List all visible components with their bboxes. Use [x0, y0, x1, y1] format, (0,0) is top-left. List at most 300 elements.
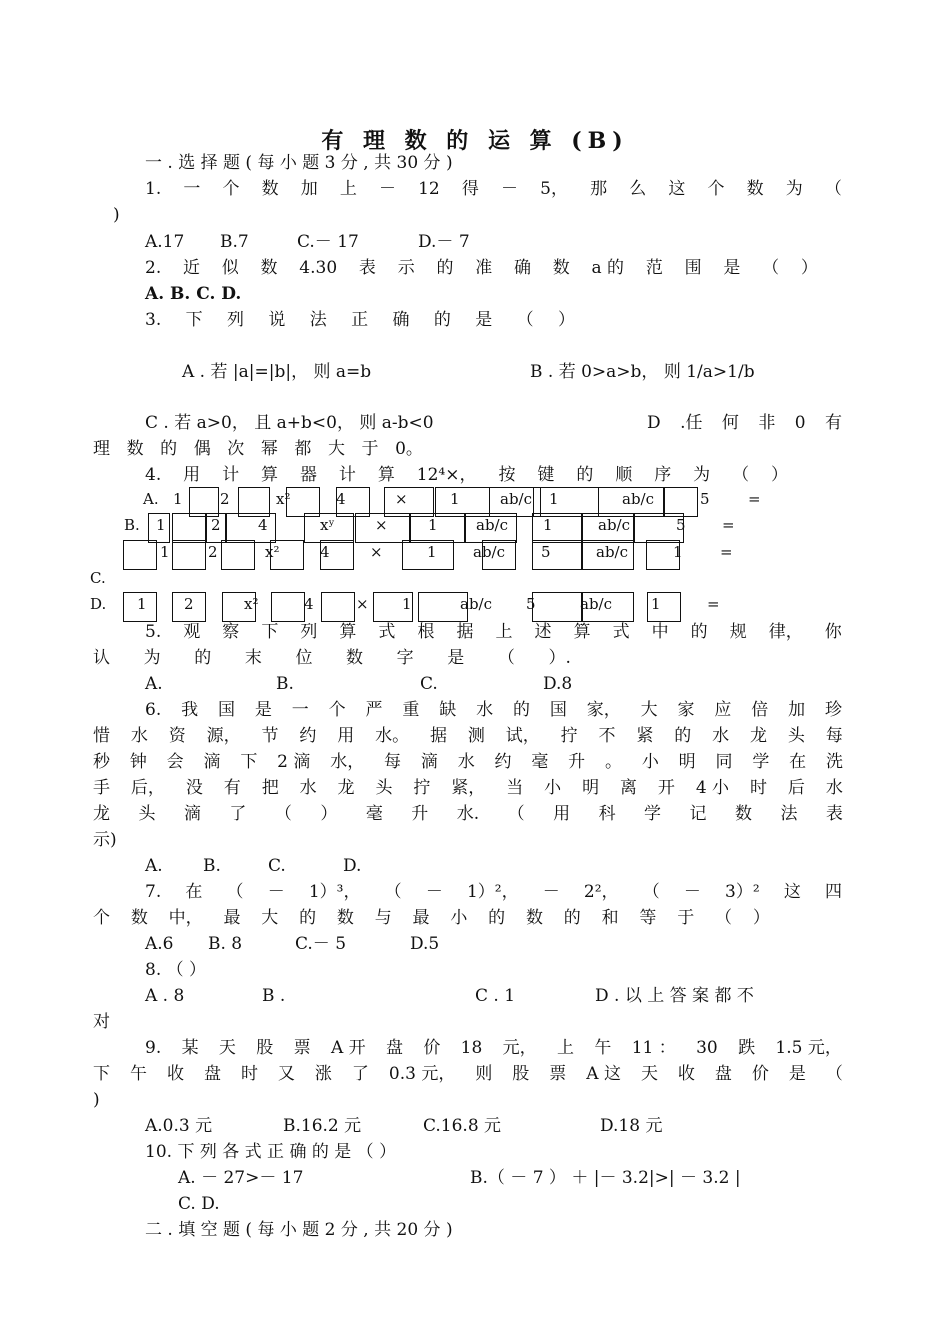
text-token: 准 [475, 258, 493, 278]
key-label: = [722, 516, 735, 534]
text-token: 龙 [337, 778, 355, 798]
text-token: 和 [601, 908, 619, 928]
text-token: 据 [430, 726, 447, 746]
text-token: 位 [295, 648, 313, 668]
text-token: 算 [339, 622, 357, 642]
key-label: × [370, 543, 383, 561]
calculator-key [373, 592, 413, 622]
text-token: 是 [254, 700, 272, 720]
text-token: .任 [680, 413, 703, 433]
text-token: 偶 [193, 439, 211, 459]
calculator-key [320, 540, 354, 570]
text-token: 天 [640, 1064, 658, 1084]
key-label: 4 [336, 490, 346, 508]
text-token: 把 [261, 778, 279, 798]
text-token: 升 [411, 804, 429, 824]
text-token: （ [732, 465, 750, 485]
text-token: 重 [402, 700, 420, 720]
text-token: 法 [780, 804, 798, 824]
answer-option: A. [145, 674, 163, 694]
text-token: 示 [397, 258, 415, 278]
text-token: 得 [461, 179, 479, 199]
text-token: 30 [696, 1038, 718, 1058]
question-3-option-c: C . 若 a>0， 且 a+b<0， 则 a-b<0 [145, 413, 434, 433]
text-token: 的 [194, 648, 212, 668]
text-token: 个 [93, 908, 110, 928]
question-3-option-a: A . 若 |a|=|b|， 则 a=b [182, 362, 372, 382]
text-token: 规 [729, 622, 747, 642]
text-token: （ [715, 908, 732, 928]
text-token: 数 [336, 908, 354, 928]
text-token: 是 [788, 1064, 806, 1084]
text-token: 非 [758, 413, 776, 433]
text-token: 每 [825, 726, 843, 746]
answer-option: D . 以 上 答 案 都 不 [595, 986, 754, 1006]
calculator-key [172, 513, 206, 543]
key-label: ab/c [596, 543, 628, 561]
text-token: 正 [351, 310, 369, 330]
text-token: 都 [294, 439, 312, 459]
text-token: 式 [378, 622, 396, 642]
key-label: 1 [428, 516, 438, 534]
key-label: 1 [549, 490, 559, 508]
text-token: 观 [183, 622, 201, 642]
answer-option: C . 1 [475, 986, 516, 1006]
text-token: 试， [505, 726, 540, 746]
text-token: 7. [145, 882, 162, 902]
key-label: = [707, 595, 720, 613]
text-token: 个 [222, 179, 240, 199]
text-token: 午 [129, 1064, 147, 1084]
text-token: 算 [573, 622, 591, 642]
text-token: 上 [339, 179, 357, 199]
question-1-end: ) [113, 205, 120, 225]
text-token: 龙 [750, 726, 767, 746]
text-token: 手 [93, 778, 110, 798]
calculator-key [418, 592, 468, 622]
text-token: 源， [206, 726, 241, 746]
text-token: 水 [712, 726, 730, 746]
text-token: 我 [181, 700, 199, 720]
text-token: 天 [218, 1038, 236, 1058]
text-token: A 开 [330, 1038, 366, 1058]
text-token: 表 [825, 804, 843, 824]
text-token: 的 [674, 726, 692, 746]
text-token: － [425, 882, 443, 902]
text-token: 序 [654, 465, 672, 485]
calculator-key [532, 540, 582, 570]
text-token: － [378, 179, 396, 199]
question-10-option-a: A. － 27>－ 17 [178, 1168, 304, 1188]
question-5-cont [93, 647, 571, 669]
text-token: ） [557, 310, 575, 330]
calculator-key [222, 592, 259, 622]
question-9-end: ) [93, 1090, 100, 1110]
text-token: 数 [525, 908, 543, 928]
text-token: 倍 [751, 700, 769, 720]
text-token: 6. [145, 700, 162, 720]
text-token: 应 [714, 700, 732, 720]
answer-option: C. [268, 856, 286, 876]
text-token: 为 [785, 179, 803, 199]
text-token: 察 [222, 622, 240, 642]
key-label: ab/c [460, 595, 492, 613]
text-token: 没 [185, 778, 203, 798]
text-token: 后， [130, 778, 165, 798]
text-token: 。 [605, 752, 622, 772]
text-token: 1.5 元， [775, 1038, 842, 1058]
text-token: 离 [619, 778, 637, 798]
text-token: 龙 [93, 804, 110, 824]
text-token: 数 [746, 179, 764, 199]
text-token: 计 [222, 465, 240, 485]
text-token: 节 [261, 726, 279, 746]
question-5 [145, 621, 842, 643]
text-token: 近 [183, 258, 200, 278]
text-token: ）. [548, 648, 571, 668]
text-token: 一 [291, 700, 309, 720]
page-title: 有 理 数 的 运 算 (B) [321, 128, 629, 154]
text-token: 你 [824, 622, 842, 642]
text-token: 1）³， [308, 882, 361, 902]
text-token: 12⁴×， [416, 465, 477, 485]
text-token: 家 [677, 700, 695, 720]
text-token: 计 [338, 465, 356, 485]
text-token: 元， [502, 1038, 537, 1058]
text-token: 科 [598, 804, 616, 824]
question-2-options: A. B. C. D. [145, 284, 242, 304]
text-token: 钟 [129, 752, 147, 772]
text-token: 大 [640, 700, 658, 720]
text-token: － [542, 882, 560, 902]
text-token: － [683, 882, 701, 902]
calculator-key [582, 592, 634, 622]
question-6-line [93, 751, 843, 773]
text-token: 为 [143, 648, 161, 668]
text-token: 大 [261, 908, 279, 928]
text-token: 5， [540, 179, 568, 199]
question-8: 8. （ ） [145, 960, 207, 980]
question-10: 10. 下 列 各 式 正 确 的 是 （ ） [145, 1142, 397, 1162]
text-token: 开 [657, 778, 675, 798]
text-token: 下 [261, 622, 279, 642]
text-token: 股 [512, 1064, 530, 1084]
text-token: 价 [751, 1064, 769, 1084]
answer-option: C. [420, 674, 438, 694]
text-token: 用 [337, 726, 355, 746]
key-label: 4 [304, 595, 314, 613]
text-token: 水 [457, 752, 475, 772]
text-token: 按 [498, 465, 516, 485]
text-token: 器 [299, 465, 317, 485]
calculator-key [123, 540, 157, 570]
text-token: 滴 [420, 752, 438, 772]
key-label: 1 [651, 595, 661, 613]
text-token: 的 [436, 258, 454, 278]
key-label: A. [143, 490, 159, 508]
text-token: 毫 [531, 752, 549, 772]
answer-option: D.18 元 [600, 1116, 663, 1136]
text-token: 9. [145, 1038, 162, 1058]
text-token: （ [824, 179, 842, 199]
text-token: （ [507, 804, 525, 824]
text-token: 明 [678, 752, 696, 772]
text-token: 秒 [93, 752, 110, 772]
text-token: 升 [568, 752, 586, 772]
text-token: 18 [460, 1038, 483, 1058]
text-token: 式 [612, 622, 630, 642]
text-token: 了 [229, 804, 247, 824]
question-3-option-b: B . 若 0>a>b， 则 1/a>1/b [530, 362, 755, 382]
text-token: 水。 [375, 726, 410, 746]
text-token: 有 [824, 413, 842, 433]
text-token: 时 [240, 1064, 258, 1084]
text-token: A 这 [586, 1064, 621, 1084]
text-token: 加 [788, 700, 806, 720]
answer-option: D.8 [543, 674, 573, 694]
text-token: 水 [476, 700, 494, 720]
text-token: 四 [824, 882, 842, 902]
calculator-key [123, 592, 157, 622]
text-token: （ [516, 310, 534, 330]
text-token: 认 [93, 648, 110, 668]
text-token: 么 [629, 179, 647, 199]
text-token: 拧 [413, 778, 431, 798]
question-6-line [93, 725, 843, 747]
text-token: 似 [221, 258, 239, 278]
key-label: 5 [700, 490, 710, 508]
text-token: 这 [783, 882, 801, 902]
answer-option: B. 8 [208, 934, 243, 954]
text-token: － [267, 882, 285, 902]
text-token: 那 [590, 179, 608, 199]
text-token: 大 [327, 439, 345, 459]
key-label: 2 [211, 516, 221, 534]
text-token: ） [320, 804, 338, 824]
text-token: 上 [495, 622, 513, 642]
text-token: 个 [707, 179, 725, 199]
text-token: 列 [226, 310, 244, 330]
calculator-key [402, 540, 454, 570]
text-token: 票 [293, 1038, 311, 1058]
key-label: 1 [673, 543, 683, 561]
text-token: 涨 [314, 1064, 332, 1084]
text-token: 3）² [725, 882, 760, 902]
text-token: 跌 [738, 1038, 756, 1058]
calculator-key [410, 513, 465, 543]
text-token: 水， [330, 752, 365, 772]
key-label: x² [244, 595, 259, 613]
text-token: 与 [374, 908, 392, 928]
text-token: 收 [166, 1064, 184, 1084]
text-token: 这 [668, 179, 686, 199]
text-token: （ [825, 1064, 843, 1084]
answer-option: A.17 [145, 232, 185, 252]
calculator-key [482, 540, 516, 570]
text-token: 股 [256, 1038, 274, 1058]
text-token: 的 [433, 310, 451, 330]
text-token: 11 ： [631, 1038, 676, 1058]
key-label: ab/c [580, 595, 612, 613]
text-token: 下 [240, 752, 258, 772]
key-label: ab/c [598, 516, 630, 534]
text-token: 据 [456, 622, 474, 642]
key-label: 1 [427, 543, 437, 561]
key-label: 1 [160, 543, 170, 561]
question-10-option-b: B.（ － 7 ） ＋ |－ 3.2|>| － 3.2 | [470, 1168, 741, 1188]
calculator-key [226, 513, 276, 543]
text-token: （ [226, 882, 244, 902]
answer-option: D.－ 7 [418, 232, 470, 252]
text-token: 2 滴 [277, 752, 311, 772]
calculator-key [355, 513, 410, 543]
text-token: 学 [644, 804, 662, 824]
text-token: 票 [549, 1064, 567, 1084]
key-label: 1 [450, 490, 460, 508]
text-token: 是 [475, 310, 493, 330]
question-10-option-cd: C. D. [178, 1194, 220, 1214]
text-token: 5. [145, 622, 162, 642]
text-token: 约 [299, 726, 317, 746]
text-token: 水 [130, 726, 148, 746]
text-token: 盘 [203, 1064, 221, 1084]
text-token: 12 [418, 179, 440, 199]
text-token: 1. [145, 179, 162, 199]
text-token: 根 [417, 622, 435, 642]
calculator-key [270, 540, 304, 570]
question-7 [145, 881, 842, 903]
text-token: （ [384, 882, 402, 902]
key-label: = [720, 543, 733, 561]
text-token: 严 [365, 700, 383, 720]
question-6-line [93, 803, 843, 825]
answer-option: D. [343, 856, 362, 876]
calculator-key [148, 513, 170, 543]
key-label: ab/c [476, 516, 508, 534]
text-token: 算 [261, 465, 279, 485]
calculator-key [465, 513, 517, 543]
text-token: 是 [447, 648, 465, 668]
text-token: 的 [563, 908, 581, 928]
text-token: 在 [185, 882, 203, 902]
text-token: 滴 [203, 752, 221, 772]
key-label: 2 [220, 490, 230, 508]
question-8-cont: 对 [93, 1012, 110, 1032]
text-token: 下 [93, 1064, 110, 1084]
text-token: 用 [183, 465, 201, 485]
text-token: 国 [549, 700, 567, 720]
text-token: 中 [651, 622, 669, 642]
text-token: 数 [346, 648, 364, 668]
text-token: 有 [223, 778, 241, 798]
text-token: 2. [145, 258, 162, 278]
key-label: D. [90, 595, 107, 613]
calculator-key [582, 513, 634, 543]
text-token: 的 [576, 465, 594, 485]
key-label: B. [124, 516, 140, 534]
text-token: 是 [723, 258, 741, 278]
text-token: 在 [789, 752, 807, 772]
key-label: ab/c [622, 490, 654, 508]
text-token: 明 [582, 778, 600, 798]
text-token: 缺 [439, 700, 457, 720]
text-token: 珍 [824, 700, 842, 720]
text-token: 算 [377, 465, 395, 485]
text-token: 述 [534, 622, 552, 642]
text-token: 数 [734, 804, 752, 824]
text-token: 小 [641, 752, 659, 772]
text-token: 午 [594, 1038, 612, 1058]
text-token: 学 [752, 752, 770, 772]
question-9 [145, 1037, 842, 1059]
answer-option: C.16.8 元 [423, 1116, 502, 1136]
text-token: 最 [223, 908, 241, 928]
text-token: 的 [690, 622, 708, 642]
calculator-key [647, 592, 681, 622]
text-token: 个 [328, 700, 346, 720]
text-token: 收 [677, 1064, 695, 1084]
text-token: 小 [450, 908, 468, 928]
calculator-key [304, 513, 354, 543]
section-heading-fill: 二 . 填 空 题 ( 每 小 题 2 分 , 共 20 分 ) [145, 1220, 453, 1240]
text-token: 某 [181, 1038, 199, 1058]
key-label: 1 [173, 490, 183, 508]
text-token: 滴 [183, 804, 201, 824]
key-label: 5 [676, 516, 686, 534]
calculator-key [532, 592, 582, 622]
text-token: 的 [160, 439, 178, 459]
calculator-key [172, 592, 206, 622]
calculator-key [221, 540, 255, 570]
text-token: 头 [138, 804, 156, 824]
text-token: 3. [145, 310, 162, 330]
text-token: 范 [645, 258, 663, 278]
calculator-key [172, 540, 206, 570]
key-label: 1 [156, 516, 166, 534]
calculator-key [271, 592, 305, 622]
text-token: 律， [768, 622, 803, 642]
text-token: 不 [598, 726, 616, 746]
text-token: 0 [794, 413, 806, 433]
text-token: 了 [351, 1064, 369, 1084]
text-token: 数 [260, 258, 278, 278]
text-token: 时 [749, 778, 767, 798]
text-token: 中， [168, 908, 203, 928]
answer-option: A.0.3 元 [145, 1116, 213, 1136]
key-label: 5 [526, 595, 536, 613]
text-token: 等 [639, 908, 657, 928]
text-token: 字 [396, 648, 414, 668]
text-token: （ [642, 882, 660, 902]
answer-option: C.－ 17 [297, 232, 359, 252]
text-token: 紧 [636, 726, 654, 746]
text-token: 何 [721, 413, 739, 433]
text-token: 4.30 [299, 258, 338, 278]
text-token: 国 [217, 700, 235, 720]
text-token: 确 [513, 258, 531, 278]
key-label: × [356, 595, 369, 613]
text-token: 数 [261, 179, 279, 199]
text-token: 末 [244, 648, 262, 668]
answer-option: B. [203, 856, 221, 876]
text-token: 水. [456, 804, 480, 824]
text-token: 的 [488, 908, 506, 928]
text-token: 1）²， [466, 882, 519, 902]
text-token: 键 [537, 465, 555, 485]
text-token: 小 [544, 778, 562, 798]
text-token: 幂 [260, 439, 278, 459]
answer-option: B.16.2 元 [283, 1116, 362, 1136]
